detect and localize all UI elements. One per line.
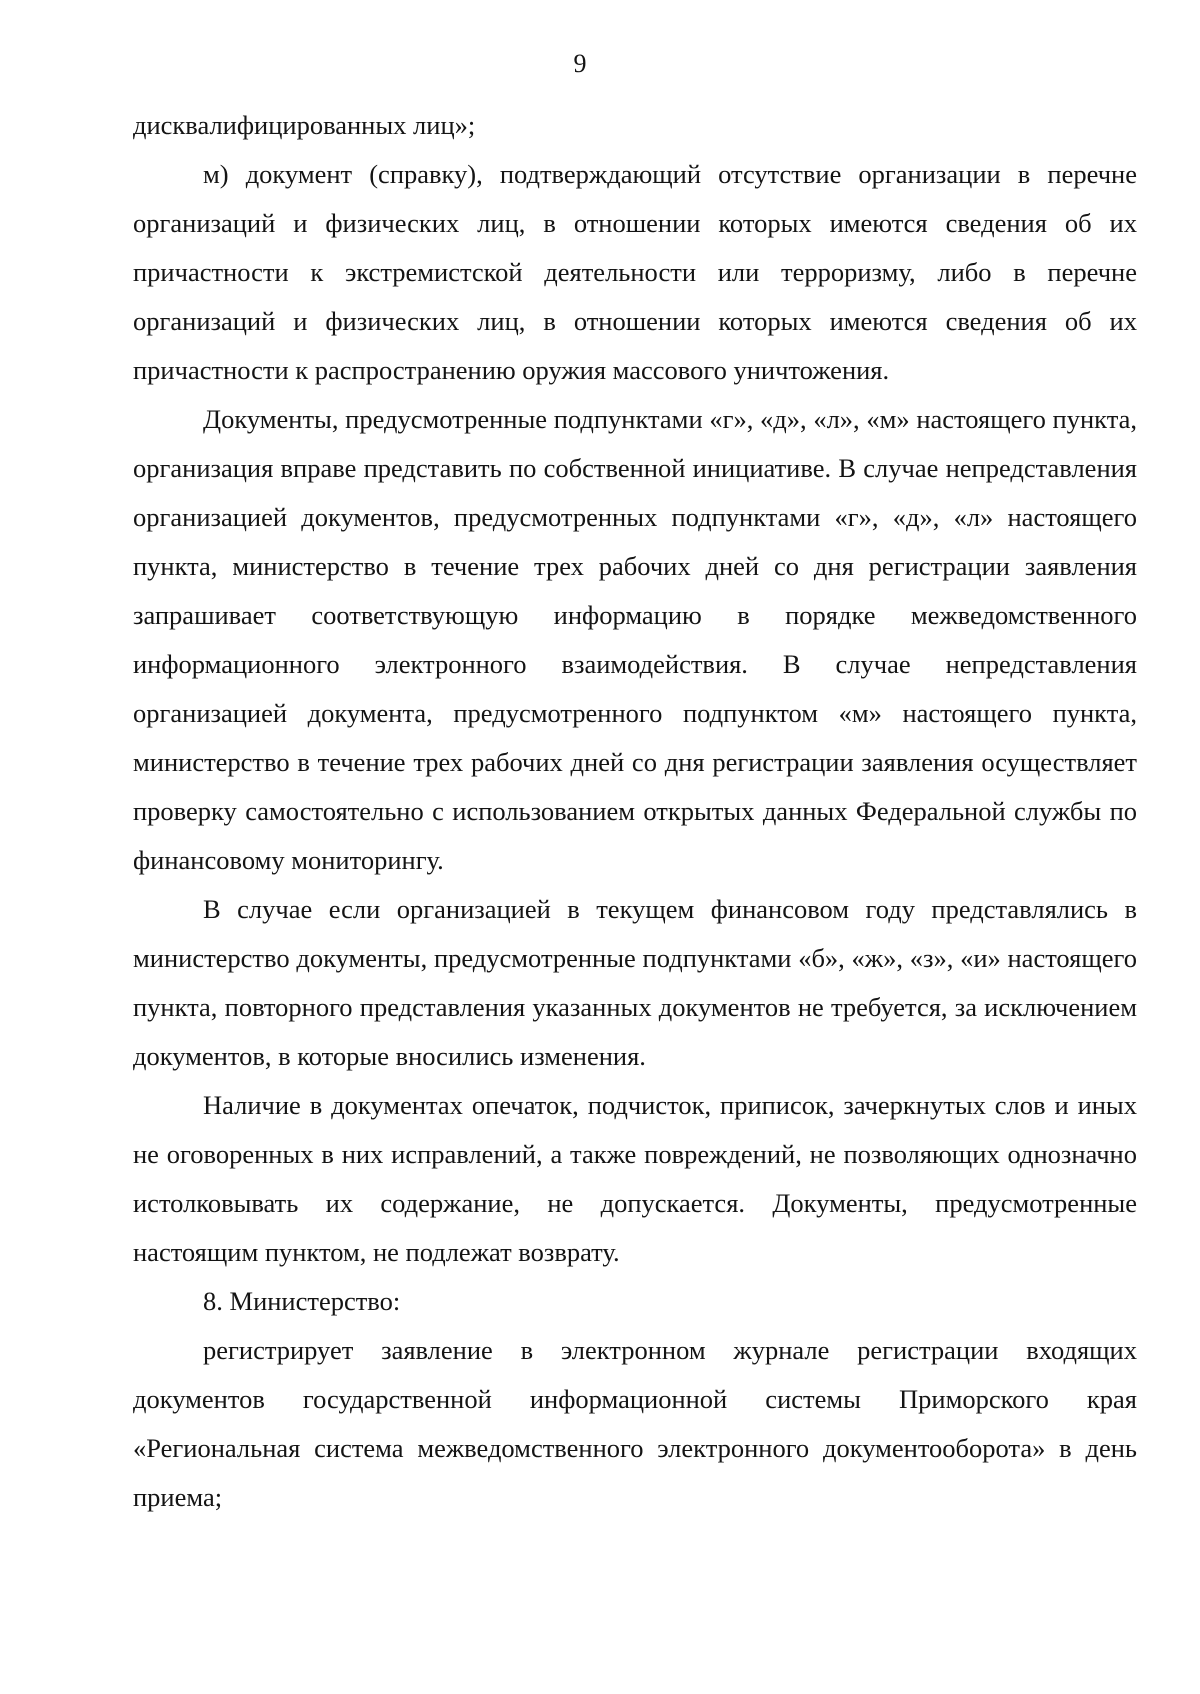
page-number: 9 (573, 49, 587, 78)
paragraph-repeat-submission: В случае если организацией в текущем финансовом году представлялись в министерство документы, предусмотренные подпунктами «б», «ж», «з», «и» настоящего пункта, повторного представления указанных документов не требуется, за исключением документов, в которые вносились изменения. (133, 894, 1137, 1071)
paragraph-continuation: дисквалифицированных лиц»; (133, 110, 476, 140)
paragraph-registration: регистрирует заявление в электронном журнале регистрации входящих документов государственной информационной системы Приморского края «Региональная система межведомственного электронного документооборота» в день приема; (133, 1335, 1137, 1512)
paragraph-corrections: Наличие в документах опечаток, подчисток, приписок, зачеркнутых слов и иных не оговоренных в них исправлений, а также повреждений, не позволяющих однозначно истолковывать их содержание, не допускается. Документы, предусмотренные настоящим пунктом, не подлежат возврату. (133, 1090, 1137, 1267)
paragraph-item-m: м) документ (справку), подтверждающий отсутствие организации в перечне организаций и физических лиц, в отношении которых имеются сведения об их причастности к экстремистской деятельности или терроризму, либо в перечне организаций и физических лиц, в отношении которых имеются сведения об их причастности к распространению оружия массового уничтожения. (133, 159, 1137, 385)
paragraph-documents-optional: Документы, предусмотренные подпунктами «г», «д», «л», «м» настоящего пункта, организация вправе представить по собственной инициативе. В случае непредставления организацией документов, предусмотренных подпунктами «г», «д», «л» настоящего пункта, министерство в течение трех рабочих дней со дня регистрации заявления запрашивает соответствующую информацию в порядке межведомственного информационного электронного взаимодействия. В случае непредставления организацией документа, предусмотренного подпунктом «м» настоящего пункта, министерство в течение трех рабочих дней со дня регистрации заявления осуществляет проверку самостоятельно с использованием открытых данных Федеральной службы по финансовому мониторингу. (133, 404, 1137, 875)
paragraph-section-8-heading: 8. Министерство: (203, 1286, 401, 1316)
document-body (133, 101, 1137, 1522)
